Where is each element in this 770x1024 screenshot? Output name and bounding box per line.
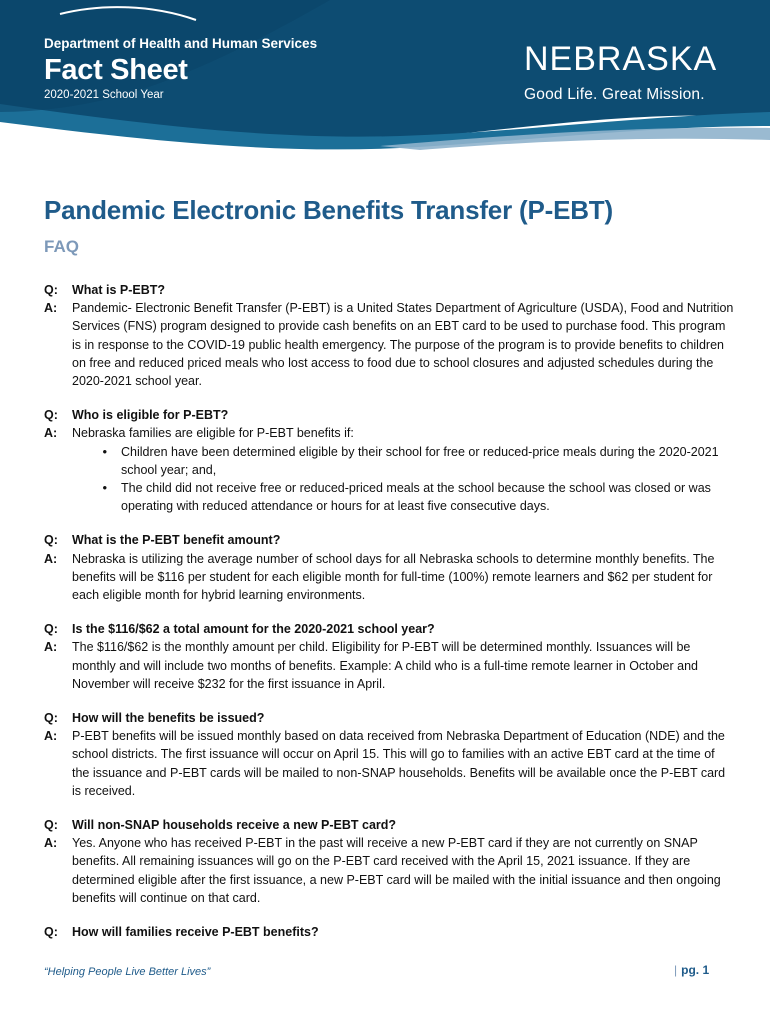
bullet-text: Children have been determined eligible by their school for free or reduced-price meals during the 2020-2021 school year; and, [121,444,719,477]
bullet-text: The child did not receive free or reduced-priced meals at the school because the school was closed or was operating with reduced attendance or hours for at least five consecutive days. [121,481,711,514]
question-label: Q: [44,711,58,726]
answer-label: A: [44,836,58,851]
faq-list [44,281,734,957]
page-title: Pandemic Electronic Benefits Transfer (P-EBT) [44,195,613,225]
page-separator: | [674,963,678,977]
question-label: Q: [44,408,58,423]
question-label: Q: [44,622,58,637]
faq-item [44,709,734,800]
answer-text: Pandemic- Electronic Benefit Transfer (P-EBT) is a United States Department of Agriculture (USDA), Food and Nutrition Services (FNS) program designed to provide cash benefits on an EBT card to be used to purchase food. This program is in response to the COVID-19 public health emergency. The purpose of the program is to provide benefits to children on free and reduced priced meals who lost access to food due to school closures and adjusted schedules during the 2020-2021 school year. [72,301,734,389]
list-item [72,443,734,479]
question-text: How will families receive P-EBT benefits? [72,925,319,940]
answer-label: A: [44,640,58,655]
school-year: 2020-2021 School Year [44,89,164,101]
question-text: Will non-SNAP households receive a new P-EBT card? [72,818,397,833]
nebraska-logo-text: NEBRASKA [524,40,718,78]
faq-item [44,281,734,390]
faq-item [44,816,734,907]
question-label: Q: [44,925,58,940]
question-text: Who is eligible for P-EBT? [72,408,229,423]
faq-item [44,406,734,515]
list-item [72,479,734,515]
page-number-text: pg. 1 [681,963,710,977]
answer-text: Yes. Anyone who has received P-EBT in the past will receive a new P-EBT card if they are not currently on SNAP benefits. All remaining issuances will go on the P-EBT card received with the April 15, 2021 issuance. If they are determined eligible after the first issuance, a new P-EBT card will be mailed with the initial issuance and then ongoing benefits will continue on that card. [72,836,721,905]
doc-type-title: Fact Sheet [44,54,188,86]
question-label: Q: [44,283,58,297]
answer-label: A: [44,729,58,744]
page-subtitle: FAQ [44,237,79,256]
nebraska-logo-tagline: Good Life. Great Mission. [524,86,705,103]
answer-text: Nebraska families are eligible for P-EBT benefits if: [72,426,354,441]
question-text: What is P-EBT? [72,283,166,297]
header-banner [0,0,770,160]
answer-label: A: [44,301,58,316]
answer-text: The $116/$62 is the monthly amount per child. Eligibility for P-EBT will be determined monthly. Issuances will be monthly and will include two months of benefits. Example: A child who is a full-time remote learner in October and November will receive $232 for the first issuance in April. [72,640,699,691]
answer-label: A: [44,551,58,566]
department-name: Department of Health and Human Services [44,36,318,51]
faq-item [44,923,734,941]
question-label: Q: [44,533,58,548]
question-text: How will the benefits be issued? [72,711,265,726]
faq-item [44,620,734,693]
answer-text: P-EBT benefits will be issued monthly based on data received from Nebraska Department of Education (NDE) and the school districts. The first issuance will occur on April 15. This will go to families with an active EBT card at the time of the issuance and P-EBT cards will be mailed to non-SNAP households. Benefits will be available once the P-EBT card is received. [72,729,726,798]
bullet-icon: • [102,443,107,459]
page-number [674,963,709,977]
nebraska-logo-swoosh-icon [0,0,200,40]
faq-item [44,531,734,604]
answer-text: Nebraska is utilizing the average number of school days for all Nebraska schools to determine monthly benefits. The benefits will be $116 per student for each eligible month for full-time (100%) remote learners and $62 per student for each eligible month for hybrid learning environments. [72,551,715,603]
question-text: What is the P-EBT benefit amount? [72,533,281,548]
bullet-icon: • [102,480,107,496]
answer-label: A: [44,426,58,441]
eligibility-bullet-list [72,443,734,516]
footer-slogan: “Helping People Live Better Lives” [44,966,211,978]
question-label: Q: [44,818,58,833]
question-text: Is the $116/$62 a total amount for the 2020-2021 school year? [72,622,435,637]
